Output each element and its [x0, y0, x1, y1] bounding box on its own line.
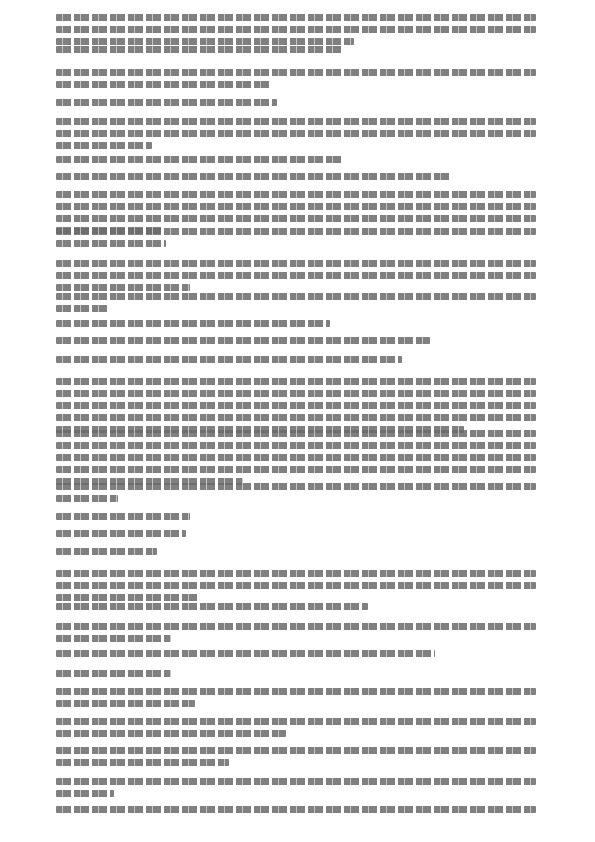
text-line — [56, 700, 195, 707]
paragraph — [56, 548, 536, 560]
text-line — [56, 670, 171, 677]
paragraph — [56, 46, 536, 58]
text-line — [56, 582, 536, 589]
paragraph — [56, 378, 536, 438]
text-line — [56, 293, 536, 300]
text-line — [56, 118, 536, 125]
text-line — [56, 390, 536, 397]
text-line — [56, 442, 536, 449]
paragraph — [56, 337, 536, 349]
text-line — [56, 623, 536, 630]
text-line — [56, 747, 536, 754]
text-line — [56, 191, 536, 198]
text-line — [56, 46, 344, 53]
text-line — [56, 14, 536, 21]
paragraph — [56, 570, 536, 606]
paragraph — [56, 513, 536, 525]
paragraph — [56, 293, 536, 317]
text-line — [56, 548, 157, 555]
text-line — [56, 69, 536, 76]
paragraph — [56, 99, 536, 111]
paragraph — [56, 156, 536, 168]
text-line — [56, 650, 435, 657]
paragraph — [56, 670, 536, 682]
paragraph — [56, 430, 536, 490]
text-line — [56, 430, 536, 437]
paragraph — [56, 778, 536, 802]
text-line — [56, 356, 402, 363]
paragraph — [56, 118, 536, 154]
text-line — [56, 272, 536, 279]
text-line — [56, 142, 152, 149]
paragraph — [56, 260, 536, 296]
text-line — [56, 790, 114, 797]
text-line — [56, 38, 354, 45]
paragraph — [56, 688, 536, 712]
text-line — [56, 305, 109, 312]
text-line — [56, 402, 536, 409]
paragraph — [56, 69, 536, 93]
text-line — [56, 513, 190, 520]
paragraph — [56, 356, 536, 368]
paragraph — [56, 320, 536, 332]
paragraph — [56, 623, 536, 647]
text-line — [56, 603, 368, 610]
text-line — [56, 26, 536, 33]
text-line — [56, 454, 536, 461]
paragraph — [56, 718, 536, 742]
text-line — [56, 688, 536, 695]
text-line — [56, 730, 286, 737]
text-line — [56, 718, 536, 725]
paragraph — [56, 14, 536, 50]
text-line — [56, 240, 166, 247]
text-line — [56, 260, 536, 267]
paragraph — [56, 483, 536, 507]
text-line — [56, 284, 190, 291]
text-line — [56, 203, 536, 210]
text-line — [56, 594, 200, 601]
text-line — [56, 483, 536, 490]
text-line — [56, 99, 277, 106]
paragraph — [56, 603, 536, 615]
text-line — [56, 414, 536, 421]
text-line — [56, 228, 536, 235]
paragraph — [56, 173, 536, 185]
text-line — [56, 530, 186, 537]
paragraph — [56, 650, 536, 662]
text-line — [56, 320, 330, 327]
text-line — [56, 215, 536, 222]
text-line — [56, 337, 430, 344]
paragraph — [56, 806, 536, 818]
text-line — [56, 806, 536, 813]
paragraph — [56, 228, 536, 252]
text-line — [56, 173, 450, 180]
text-line — [56, 466, 536, 473]
text-line — [56, 635, 171, 642]
text-line — [56, 378, 536, 385]
paragraph — [56, 747, 536, 771]
text-line — [56, 778, 536, 785]
paragraph — [56, 530, 536, 542]
text-line — [56, 81, 272, 88]
text-line — [56, 156, 344, 163]
text-line — [56, 495, 118, 502]
text-line — [56, 130, 536, 137]
text-line — [56, 759, 229, 766]
text-line — [56, 570, 536, 577]
